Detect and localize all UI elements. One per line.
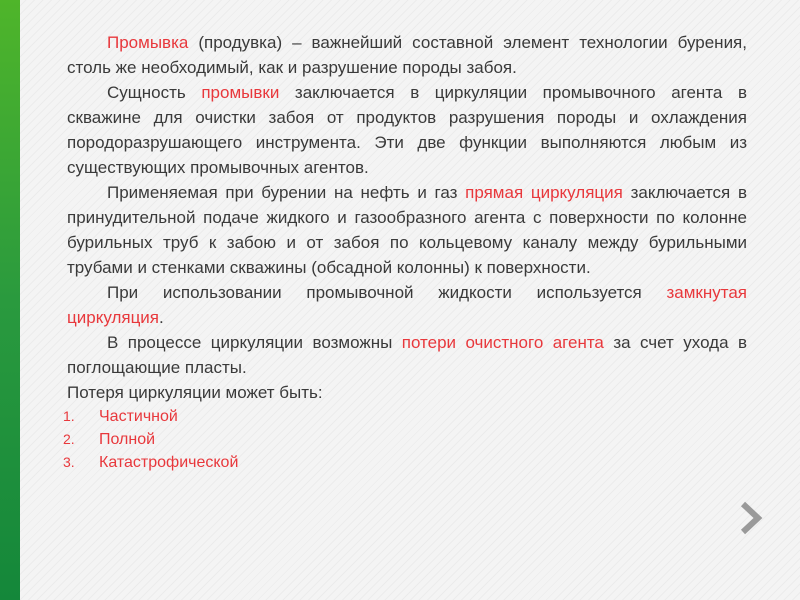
circulation-loss-list: [63, 405, 747, 474]
paragraph-agent-loss: [67, 330, 747, 380]
list-item: [63, 428, 747, 451]
next-slide-button[interactable]: [738, 500, 764, 536]
paragraph-text: Сущность: [107, 83, 202, 102]
list-intro: Потеря циркуляции может быть:: [67, 383, 323, 402]
list-item-label: Частичной: [99, 408, 178, 425]
slide-content: [63, 30, 748, 474]
paragraph-text: заключается в циркуляции промывочного агента в скважине для очистки забоя от продуктов разрушения породы и охлаждения породоразрушающего инструмента. Эти две функции выполняются любым из существующих промывочных агентов.: [67, 83, 747, 177]
term-closed-circulation: замкнутая циркуляция: [67, 283, 747, 327]
list-item-label: Катастрофической: [99, 454, 239, 471]
paragraph-text: Применяемая при бурении на нефть и газ: [107, 183, 466, 202]
paragraph-text: заключается в принудительной подаче жидкого и газообразного агента с поверхности по колонне бурильных труб к забою и от забоя по кольцевому каналу между бурильными трубами и стенками скважины (обсадной колонны) к поверхности.: [67, 183, 748, 277]
paragraph-text: (продувка) – важнейший составной элемент технологии бурения, столь же необходимый, как и разрушение породы забоя.: [67, 33, 747, 77]
term-direct-circulation: прямая циркуляция: [465, 183, 623, 202]
paragraph-flushing-essence: [67, 80, 747, 180]
term-agent-loss: потери очистного агента: [401, 333, 604, 352]
paragraph-text: При использовании промывочной жидкости используется: [107, 283, 667, 302]
paragraph-text: за счет ухода в поглощающие пласты.: [67, 333, 747, 377]
list-number: 2.: [63, 431, 75, 447]
paragraph-text: .: [159, 308, 164, 327]
list-number: 3.: [63, 454, 75, 470]
paragraph-text: В процессе циркуляции возможны: [107, 333, 402, 352]
chevron-right-icon: [738, 500, 764, 536]
paragraph-closed-circulation: [67, 280, 747, 330]
list-item-label: Полной: [99, 431, 156, 448]
paragraph-flushing-definition: [67, 30, 747, 80]
paragraph-direct-circulation: [67, 180, 747, 280]
list-item: [63, 451, 747, 474]
green-accent-bar: [0, 0, 20, 600]
list-item: [63, 405, 747, 428]
term-flushing: Промывка: [107, 33, 189, 52]
term-flushing-highlight: промывки: [201, 83, 280, 102]
list-number: 1.: [63, 408, 75, 424]
